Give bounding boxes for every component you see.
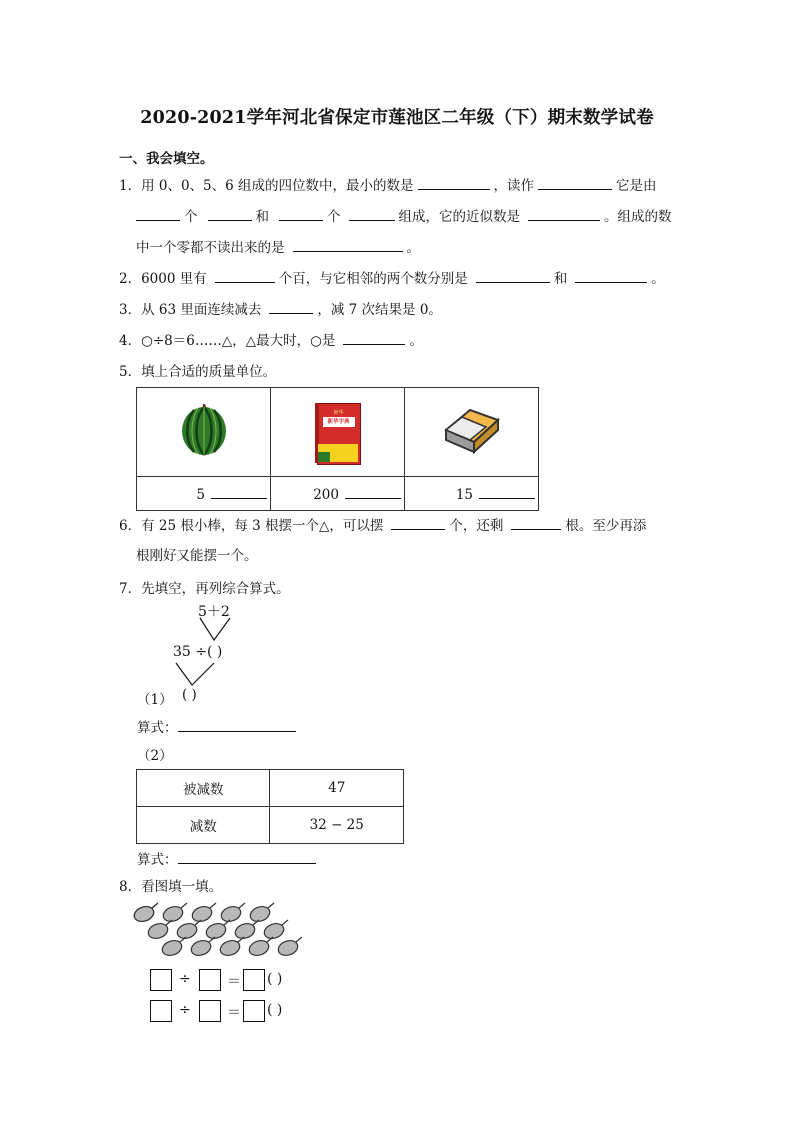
question-3 [119,299,442,320]
formula-label: 算式： [137,852,178,868]
question-text: 。 [651,271,665,287]
question-text: 2．6000 里有 [119,271,207,287]
unit-blank[interactable]: ( ) [267,1002,283,1018]
dictionary-icon: 新华 新华字典 [315,400,361,464]
answer-blank[interactable] [136,206,180,221]
question-7: 7．先填空，再列综合算式。 [119,581,290,597]
tree-branch-top [196,616,236,644]
question-text: 个 [184,209,198,225]
question-2 [119,268,665,289]
answer-box[interactable] [243,1000,265,1022]
table-cell [405,477,539,511]
question-text: 个百，与它相邻的两个数分别是 [278,271,468,287]
answer-blank[interactable] [511,515,561,530]
question-5: 5．填上合适的质量单位。 [119,364,277,380]
question-text: 。 [409,333,423,349]
question-6-line-1 [119,515,646,536]
answer-blank[interactable] [343,330,405,345]
answer-blank[interactable] [575,268,647,283]
question-text: 组成，它的近似数是 [398,209,520,225]
answer-blank[interactable] [479,484,535,499]
tree-mid-expression: 35 ÷( ) [173,644,223,660]
question-text: 它是由 [616,178,657,194]
table-cell [271,388,405,477]
answer-blank[interactable] [178,849,316,864]
question-text: 6．有 25 根小棒，每 3 根摆一个△，可以摆 [119,518,384,534]
question-text: 4．○÷8＝6……△，△最大时，○是 [119,333,336,349]
answer-blank[interactable] [208,206,252,221]
subtraction-table [136,769,404,844]
eraser-icon [440,404,504,456]
unit-blank[interactable]: ( ) [267,971,283,987]
formula-1 [137,716,300,736]
answer-box[interactable] [150,969,172,991]
answer-blank[interactable] [349,206,395,221]
question-text: 和 [553,271,568,287]
table-cell [137,477,271,511]
question-text: 1．用 0、0、5、6 组成的四位数中，最小的数是 [119,178,414,194]
answer-blank[interactable] [279,206,323,221]
answer-box[interactable] [199,969,221,991]
question-text: 中一个零都不读出来的是 [136,240,285,256]
mass-value: 5 [196,487,205,503]
table-cell: 47 [270,770,404,807]
part-2-label: （2） [137,748,173,764]
answer-blank[interactable] [269,299,313,314]
question-1-line-2 [136,206,672,227]
question-text: 个 [327,209,341,225]
part-1-label: （1） [137,692,173,708]
answer-box[interactable] [243,969,265,991]
mass-value: 15 [455,487,473,503]
tree-bottom-answer: ( ) [182,687,197,703]
formula-label: 算式： [137,720,178,736]
mass-value: 200 [313,487,339,503]
answer-blank[interactable] [293,237,403,252]
equals-sign: ＝ [227,974,241,990]
answer-blank[interactable] [215,268,275,283]
table-cell [271,477,405,511]
answer-blank[interactable] [178,717,296,732]
answer-blank[interactable] [391,515,445,530]
table-cell [405,388,539,477]
answer-blank[interactable] [211,484,267,499]
answer-blank[interactable] [476,268,550,283]
question-6-line-2: 根刚好又能摆一个。 [136,548,258,564]
question-text: ，减 7 次结果是 0。 [317,302,442,318]
mass-unit-table [136,387,539,511]
question-text: 根。至少再添 [565,518,647,534]
equals-sign: ＝ [227,1005,241,1021]
watermelon-icon [180,404,228,456]
answer-box[interactable] [199,1000,221,1022]
question-text: ，读作 [493,178,535,194]
table-cell: 32 − 25 [270,807,404,844]
question-text: 。 [406,240,420,256]
answer-blank[interactable] [528,206,600,221]
answer-blank[interactable] [418,175,490,190]
section-heading: 一、我会填空。 [119,151,214,167]
divide-sign: ÷ [179,971,191,987]
tree-top-expression: 5＋2 [198,604,230,620]
tree-branch-bottom [172,661,222,689]
answer-box[interactable] [150,1000,172,1022]
answer-blank[interactable] [538,175,612,190]
question-8: 8．看图填一填。 [119,879,223,895]
table-cell [137,388,271,477]
question-4 [119,330,423,351]
question-1-line-3 [136,237,420,258]
question-text: 和 [255,209,269,225]
page-title: 2020-2021学年河北省保定市莲池区二年级（下）期末数学试卷 [140,108,654,128]
table-cell: 被减数 [137,770,270,807]
divide-sign: ÷ [179,1002,191,1018]
question-text: 。组成的数 [604,209,672,225]
answer-blank[interactable] [345,484,401,499]
formula-2 [137,848,320,868]
question-text: 3．从 63 里面连续减去 [119,302,262,318]
table-cell: 减数 [137,807,270,844]
question-1-line-1 [119,175,657,196]
question-text: 个，还剩 [449,518,504,534]
leaves-picture [132,902,302,960]
